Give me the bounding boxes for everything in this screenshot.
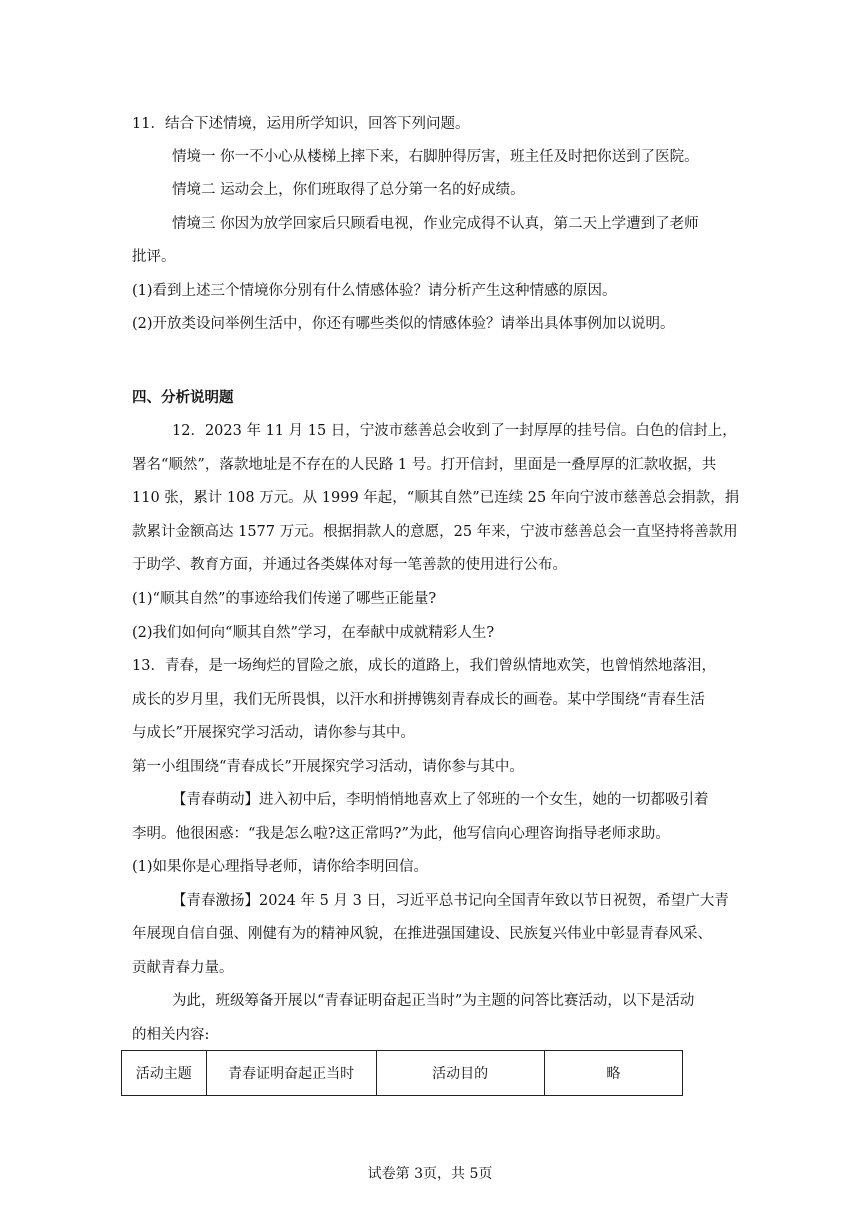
q11-scenario-3-line-1: 情境三 你因为放学回家后只顾看电视，作业完成得不认真，第二天上学遭到了老师 bbox=[172, 216, 699, 232]
q11-scenario-3-line-2: 批评。 bbox=[132, 249, 176, 265]
q13-sub-question-1: (1)如果你是心理指导老师，请你给李明回信。 bbox=[132, 859, 429, 875]
q13-activity-line-2: 的相关内容: bbox=[132, 1027, 210, 1043]
q12-line-1: 12．2023 年 11 月 15 日，宁波市慈善总会收到了一封厚厚的挂号信。白色的信封上， bbox=[172, 423, 737, 439]
activity-table bbox=[121, 1050, 683, 1096]
q13-jiyang-line-3: 贡献青春力量。 bbox=[132, 960, 234, 976]
q13-line-3: 与成长”开展探究学习活动，请你参与其中。 bbox=[132, 725, 415, 741]
purpose-value-cell: 略 bbox=[544, 1051, 682, 1096]
q11-scenario-2: 情境二 运动会上，你们班取得了总分第一名的好成绩。 bbox=[172, 182, 525, 198]
q13-group-intro: 第一小组围绕“青春成长”开展探究学习活动，请你参与其中。 bbox=[132, 759, 524, 775]
q13-activity-line-1: 为此，班级筹备开展以“青春证明奋起正当时”为主题的问答比赛活动，以下是活动 bbox=[172, 993, 695, 1009]
q13-line-2: 成长的岁月里，我们无所畏惧，以汗水和拼搏镌刻青春成长的画卷。某中学围绕“青春生活 bbox=[132, 692, 705, 708]
q12-line-5: 于助学、教育方面，并通过各类媒体对每一笔善款的使用进行公布。 bbox=[132, 557, 567, 573]
theme-value-cell: 青春证明奋起正当时 bbox=[206, 1051, 376, 1096]
q12-sub-question-2: (2)我们如何向“顺其自然”学习，在奉献中成就精彩人生? bbox=[132, 625, 495, 641]
q13-mengdong-line-1: 【青春萌动】进入初中后，李明悄悄地喜欢上了邻班的一个女生，她的一切都吸引着 bbox=[172, 792, 709, 808]
section-title: 四、分析说明题 bbox=[132, 390, 234, 406]
q12-line-3: 110 张，累计 108 万元。从 1999 年起，“顺其自然”已连续 25 年向宁波市慈善总会捐款，捐 bbox=[132, 490, 740, 506]
q13-jiyang-line-1: 【青春激扬】2024 年 5 月 3 日，习近平总书记向全国青年致以节日祝贺，希望广大青 bbox=[172, 893, 729, 909]
q11-scenario-1: 情境一 你一不小心从楼梯上摔下来，右脚肿得厉害，班主任及时把你送到了医院。 bbox=[172, 149, 699, 165]
q12-sub-question-1: (1)“顺其自然”的事迹给我们传递了哪些正能量? bbox=[132, 591, 437, 607]
q13-mengdong-line-2: 李明。他很困惑：“我是怎么啦?这正常吗?”为此，他写信向心理咨询指导老师求助。 bbox=[132, 826, 670, 842]
q13-line-1: 13．青春，是一场绚烂的冒险之旅，成长的道路上，我们曾纵情地欢笑，也曾悄然地落泪， bbox=[132, 658, 716, 674]
table-row bbox=[122, 1051, 683, 1096]
page-footer: 试卷第 3页，共 5页 bbox=[367, 1166, 493, 1182]
q12-line-4: 款累计金额高达 1577 万元。根据捐款人的意愿，25 年来，宁波市慈善总会一直坚持将善款用 bbox=[132, 524, 738, 540]
theme-label-cell: 活动主题 bbox=[122, 1051, 207, 1096]
q12-line-2: 署名“顺然”，落款地址是不存在的人民路 1 号。打开信封，里面是一叠厚厚的汇款收据，共 bbox=[132, 457, 717, 473]
q11-stem: 11．结合下述情境，运用所学知识，回答下列问题。 bbox=[132, 116, 470, 132]
q11-sub-question-1: (1)看到上述三个情境你分别有什么情感体验？请分析产生这种情感的原因。 bbox=[132, 283, 617, 299]
q13-jiyang-line-2: 年展现自信自强、刚健有为的精神风貌，在推进强国建设、民族复兴伟业中彰显青春风采、 bbox=[132, 926, 712, 942]
purpose-label-cell: 活动目的 bbox=[376, 1051, 544, 1096]
q11-sub-question-2: (2)开放类设问举例生活中，你还有哪些类似的情感体验？请举出具体事例加以说明。 bbox=[132, 316, 675, 332]
